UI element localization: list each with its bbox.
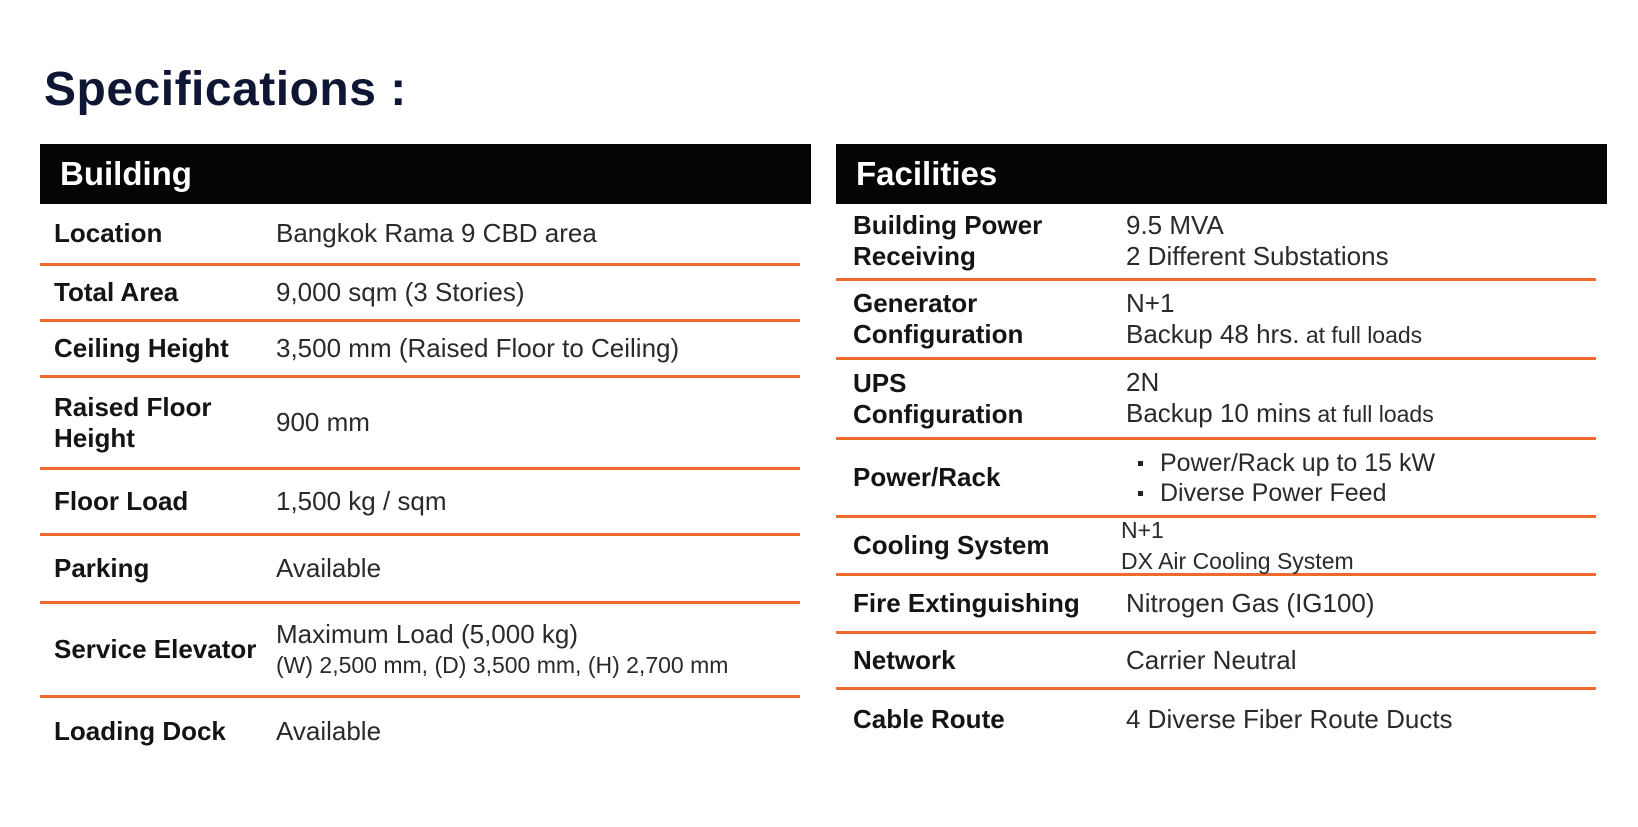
page-title: Specifications : xyxy=(44,63,407,116)
row-value: Nitrogen Gas (IG100) xyxy=(1126,588,1375,618)
row-label: Generator Configuration xyxy=(853,288,1024,349)
row-value: 9.5 MVA 2 Different Substations xyxy=(1126,210,1389,271)
building-row-total-area xyxy=(40,266,800,322)
row-label: Total Area xyxy=(54,277,179,307)
facilities-row-fire xyxy=(836,576,1596,634)
row-value: 9,000 sqm (3 Stories) xyxy=(276,277,525,307)
building-row-service-elevator xyxy=(40,604,800,698)
row-label: Loading Dock xyxy=(54,715,226,746)
building-row-parking xyxy=(40,536,800,604)
facilities-row-ups xyxy=(836,360,1596,440)
row-value: N+1 Backup 48 hrs. at full loads xyxy=(1126,287,1423,349)
row-value: N+1 DX Air Cooling System xyxy=(1121,516,1354,574)
row-label: Fire Extinguishing xyxy=(853,588,1080,618)
facilities-panel xyxy=(836,144,1607,734)
row-label: Floor Load xyxy=(54,486,189,516)
row-value: 4 Diverse Fiber Route Ducts xyxy=(1126,703,1453,734)
row-value: Carrier Neutral xyxy=(1126,645,1297,675)
building-header: Building xyxy=(40,144,811,204)
row-value: Available xyxy=(276,553,382,583)
facilities-header: Facilities xyxy=(836,144,1607,204)
row-value: Maximum Load (5,000 kg) (W) 2,500 mm, (D) 3,500 mm, (H) 2,700 mm xyxy=(276,618,729,678)
building-panel xyxy=(40,144,811,746)
facilities-row-generator xyxy=(836,281,1596,360)
row-value: Bangkok Rama 9 CBD area xyxy=(276,218,597,248)
building-row-floor-load xyxy=(40,470,800,536)
building-row-location xyxy=(40,204,800,266)
row-label: Building Power Receiving xyxy=(853,210,1043,271)
facilities-row-network xyxy=(836,634,1596,690)
list-item: Power/Rack up to 15 kW xyxy=(1126,448,1596,478)
row-label: Power/Rack xyxy=(853,462,1001,492)
row-label: Cooling System xyxy=(853,530,1050,560)
row-label: Service Elevator xyxy=(54,634,257,664)
power-rack-bullets xyxy=(1126,448,1596,508)
row-value: 3,500 mm (Raised Floor to Ceiling) xyxy=(276,333,680,363)
list-item: Diverse Power Feed xyxy=(1126,478,1596,508)
row-label: Ceiling Height xyxy=(54,333,229,363)
row-value: Available xyxy=(276,715,382,746)
row-value: 1,500 kg / sqm xyxy=(276,486,447,516)
row-label: Network xyxy=(853,645,956,675)
building-row-ceiling-height xyxy=(40,322,800,378)
facilities-row-power-rack xyxy=(836,440,1596,518)
building-row-loading-dock xyxy=(40,698,800,764)
building-row-raised-floor xyxy=(40,378,800,470)
row-label: Parking xyxy=(54,553,150,583)
facilities-row-building-power xyxy=(836,204,1596,281)
row-label: Raised Floor Height xyxy=(54,391,212,453)
row-label: UPS Configuration xyxy=(853,367,1024,429)
facilities-row-cooling xyxy=(836,518,1596,576)
row-value xyxy=(1126,448,1596,508)
row-label: Cable Route xyxy=(853,703,1005,734)
row-value: 900 mm xyxy=(276,407,370,437)
row-label: Location xyxy=(54,218,163,248)
row-value: 2N Backup 10 mins at full loads xyxy=(1126,367,1434,428)
facilities-row-cable-route xyxy=(836,690,1596,748)
